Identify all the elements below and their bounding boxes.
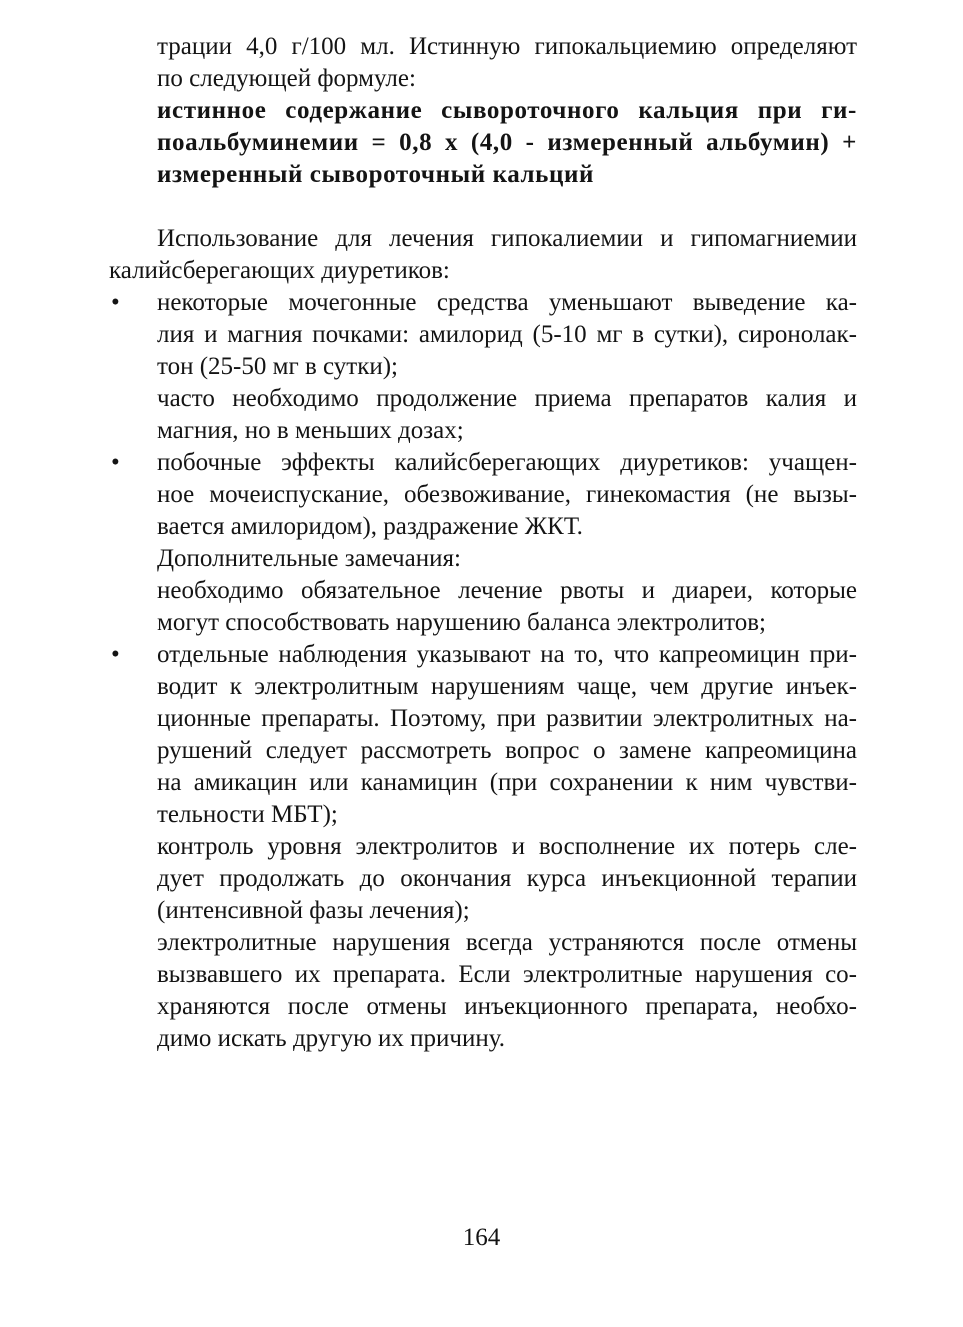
bullet-line: отдельные наблюдения указывают на то, что капреомицин при-	[157, 641, 857, 668]
bullet-marker: •	[111, 449, 120, 476]
bullet-line: на амикацин или канамицин (при сохранении к ним чувстви-	[157, 769, 857, 796]
bullet-line: рушений следует рассмотреть вопрос о замене капреомицина	[157, 737, 857, 764]
bullet-line: тон (25-50 мг в сутки);	[157, 353, 398, 380]
bullet-sub-line: часто необходимо продолжение приема препаратов калия и	[157, 385, 857, 412]
bullet-sub-line: необходимо обязательное лечение рвоты и диареи, которые	[157, 577, 857, 604]
intro-line: по следующей формуле:	[157, 65, 416, 92]
bullet-sub-line: димо искать другую их причину.	[157, 1025, 505, 1052]
bullet-line: ное мочеиспускание, обезвоживание, гинекомастия (не вызы-	[157, 481, 857, 508]
bullet-line: водит к электролитным нарушениям чаще, чем другие инъек-	[157, 673, 857, 700]
intro-line: трации 4,0 г/100 мл. Истинную гипокальциемию определяют	[157, 33, 857, 60]
bullet-sub-line: контроль уровня электролитов и восполнение их потерь сле-	[157, 833, 857, 860]
page-number: 164	[462, 1224, 501, 1251]
formula-line: измеренный сывороточный кальций	[157, 161, 595, 188]
bullet-line: побочные эффекты калийсберегающих диуретиков: учащен-	[157, 449, 857, 476]
bullet-sub-line: могут способствовать нарушению баланса электролитов;	[157, 609, 766, 636]
bullet-sub-line: электролитные нарушения всегда устраняются после отмены	[157, 929, 857, 956]
bullet-sub-line: (интенсивной фазы лечения);	[157, 897, 470, 924]
bullet-marker: •	[111, 289, 120, 316]
bullet-sub-line: храняются после отмены инъекционного препарата, необхо-	[157, 993, 857, 1020]
formula-line: истинное содержание сывороточного кальция при ги-	[157, 97, 857, 124]
bullet-line: ционные препараты. Поэтому, при развитии электролитных на-	[157, 705, 857, 732]
bullet-sub-line: вызвавшего их препарата. Если электролитные нарушения со-	[157, 961, 857, 988]
bullet-line: тельности МБТ);	[157, 801, 338, 828]
bullet-line: лия и магния почками: амилорид (5-10 мг в сутки), сиронолак-	[157, 321, 857, 348]
usage-line: Использование для лечения гипокалиемии и гипомагниемии	[157, 225, 857, 252]
bullet-line: вается амилоридом), раздражение ЖКТ.	[157, 513, 583, 540]
bullet-sub-line: Дополнительные замечания:	[157, 545, 461, 572]
bullet-marker: •	[111, 641, 120, 668]
bullet-sub-line: магния, но в меньших дозах;	[157, 417, 464, 444]
bullet-sub-line: дует продолжать до окончания курса инъекционной терапии	[157, 865, 857, 892]
formula-line: поальбуминемии = 0,8 х (4,0 - измеренный альбумин) +	[157, 129, 857, 156]
bullet-line: некоторые мочегонные средства уменьшают выведение ка-	[157, 289, 857, 316]
usage-line: калийсберегающих диуретиков:	[109, 257, 450, 284]
